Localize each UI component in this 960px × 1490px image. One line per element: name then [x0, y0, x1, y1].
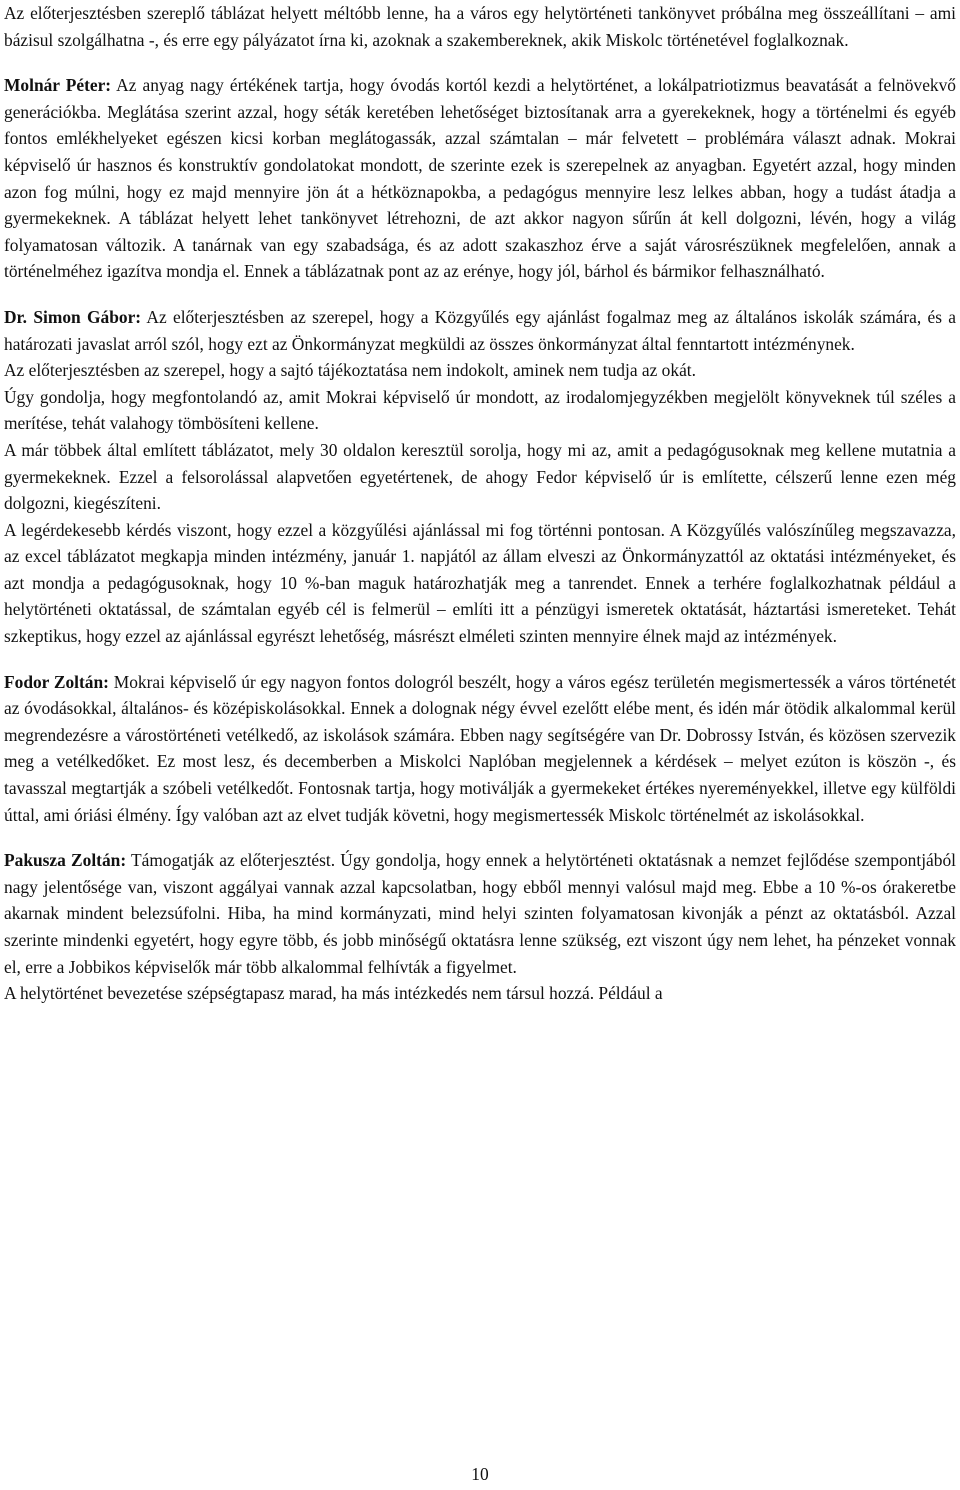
paragraph-gap [4, 828, 956, 847]
paragraph-gap [4, 53, 956, 72]
speaker-name: Pakusza Zoltán: [4, 850, 127, 871]
paragraph-text: Az anyag nagy értékének tartja, hogy óvodás kortól kezdi a helytörténet, a lokálpatriotizmus beavatását a felnövekvő generációkba. Meglátása szerint azzal, hogy séták keretében lehetőséget biztosítanak arra a gyerekeknek, hogy a történelmi és egyéb fontos emlékhelyeket egészen kicsi korban meglátogassák, azzal számtalan – már felvetett – problémára választ adnak. Mokrai képviselő úr hasznos és konstruktív gondolatokat mondott, de szerinte ezek is szerepelnek az anyagban. Egyetért azzal, hogy minden azon fog múlni, hogy ez majd mennyire jön át a hétköznapokba, a pedagógus mennyire lesz lelkes abban, hogy a tudást átadja a gyermekeknek. A táblázat helyett lehet tankönyvet létrehozni, de azt akkor nagyon sűrűn át kell dolgozni, lévén, hogy a világ folyamatosan változik. A tanárnak van egy szabadsága, és az adott szakaszhoz érve a saját városrészüknek megfelelően, annak a történelméhez igazítva mondja el. Ennek a táblázatnak pont az az erénye, hogy jól, bárhol és bármikor felhasználható. [4, 75, 956, 282]
paragraph-molnar-peter [4, 72, 956, 285]
paragraph-intro-continued [4, 0, 956, 53]
paragraph-text: Támogatják az előterjesztést. Úgy gondolja, hogy ennek a helytörténeti oktatásnak a nemzet fejlődése szempontjából nagy jelentősége van, viszont aggályai vannak azzal kapcsolatban, hogy ebből mennyi valósul majd meg. Ebbe a 10 %-os órakeretbe akarnak mindent belezsúfolni. Hiba, ha mind kormányzati, mind helyi szinten folyamatosan kivonják a pénzt az oktatásból. Azzal szerinte mindenki egyetért, hogy egyre több, és jobb minőségű oktatásra lenne szükség, ezt viszont úgy nem lehet, ha pénzeket vonnak el, erre a Jobbikos képviselők már több alkalommal felhívták a figyelmet. [4, 850, 956, 977]
paragraph-text: A már többek által említett táblázatot, mely 30 oldalon keresztül sorolja, hogy mi az, amit a pedagógusoknak meg kellene mutatnia a gyermekeknek. Ezzel a felsorolással alapvetően egyetértenek, de ahogy Fedor képviselő úr is említette, célszerű lenne ezen még dolgozni, kiegészíteni. [4, 439, 956, 514]
paragraph-text: Az előterjesztésben az szerepel, hogy a sajtó tájékoztatása nem indokolt, aminek nem tudja az okát. [4, 360, 696, 381]
paragraph-text: Úgy gondolja, hogy megfontolandó az, amit Mokrai képviselő úr mondott, az irodalomjegyzékben megjelölt könyveknek túl széles a merítése, tehát valahogy tömbösíteni kellene. [4, 386, 956, 434]
paragraph-press [4, 357, 956, 384]
document-page [4, 0, 956, 1007]
page-number: 10 [471, 1464, 489, 1484]
paragraph-text: A legérdekesebb kérdés viszont, hogy ezzel a közgyűlési ajánlással mi fog történni pontosan. A Közgyűlés valószínűleg megszavazza, az excel táblázatot megkapja minden intézmény, január 1. napjától az állam elveszi az Önkormányzattól az oktatási intézményeket, és azt mondja a pedagógusoknak, hogy 10 %-ban maguk határozhatják meg a tanrendet. Ennek a terhére foglalkozhatnak például a helytörténeti oktatással, de számtalan egyéb cél is felmerül – említi itt a pénzügyi ismeretek oktatását, háztartási ismereteket. Tehát szkeptikus, hogy ezzel az ajánlással egyrészt lehetőség, másrészt elméleti szinten mennyire élnek majd az intézmények. [4, 519, 956, 647]
paragraph-final [4, 980, 956, 1007]
paragraph-gap [4, 285, 956, 304]
paragraph-bibliography [4, 384, 956, 437]
paragraph-gap [4, 650, 956, 669]
paragraph-pakusza-zoltan [4, 847, 956, 980]
paragraph-simon-gabor [4, 304, 956, 357]
paragraph-text: A helytörténet bevezetése szépségtapasz marad, ha más intézkedés nem társul hozzá. Például a [4, 983, 663, 1004]
paragraph-table [4, 437, 956, 517]
speaker-name: Molnár Péter: [4, 75, 112, 96]
paragraph-fodor-zoltan [4, 669, 956, 829]
speaker-name: Fodor Zoltán: [4, 671, 109, 692]
paragraph-text: Az előterjesztésben szereplő táblázat helyett méltóbb lenne, ha a város egy helytörténeti tankönyvet próbálna meg összeállítani – ami bázisul szolgálhatna -, és erre egy pályázatot írna ki, azoknak a szakembereknek, akik Miskolc történetével foglalkoznak. [4, 3, 956, 50]
paragraph-text: Az előterjesztésben az szerepel, hogy a Közgyűlés egy ajánlást fogalmaz meg az általános iskolák számára, és a határozati javaslat arról szól, hogy ezt az Önkormányzat megküldi az összes önkormányzat által fenntartott intézménynek. [4, 306, 957, 354]
speaker-name: Dr. Simon Gábor: [4, 306, 142, 327]
paragraph-text: Mokrai képviselő úr egy nagyon fontos dologról beszélt, hogy a város egész területén megismertessék a város történetét az óvodásokkal, általános- és középiskolásokkal. Ennek a dolognak négy évvel ezelőtt elébe ment, és idén már ötödik alkalommal kerül megrendezésre a várostörténeti vetélkedő, az iskolások számára. Ebben nagy segítségére van Dr. Dobrossy István, és közösen szervezik meg a vetélkedőket. Ez most lesz, és decemberben a Miskolci Naplóban megjelennek a kérdések – melyet ezúton is köszön -, és tavasszal megtartják a szóbeli vetélkedőt. Fontosnak tartja, hogy motiválják a gyermekeket értékes nyereményekkel, illetve egy külföldi úttal, ami óriási élmény. Így valóban azt az elvet tudják követni, hogy megismertessék Miskolc történelmét az iskolásokkal. [4, 671, 956, 825]
paragraph-question [4, 517, 956, 650]
